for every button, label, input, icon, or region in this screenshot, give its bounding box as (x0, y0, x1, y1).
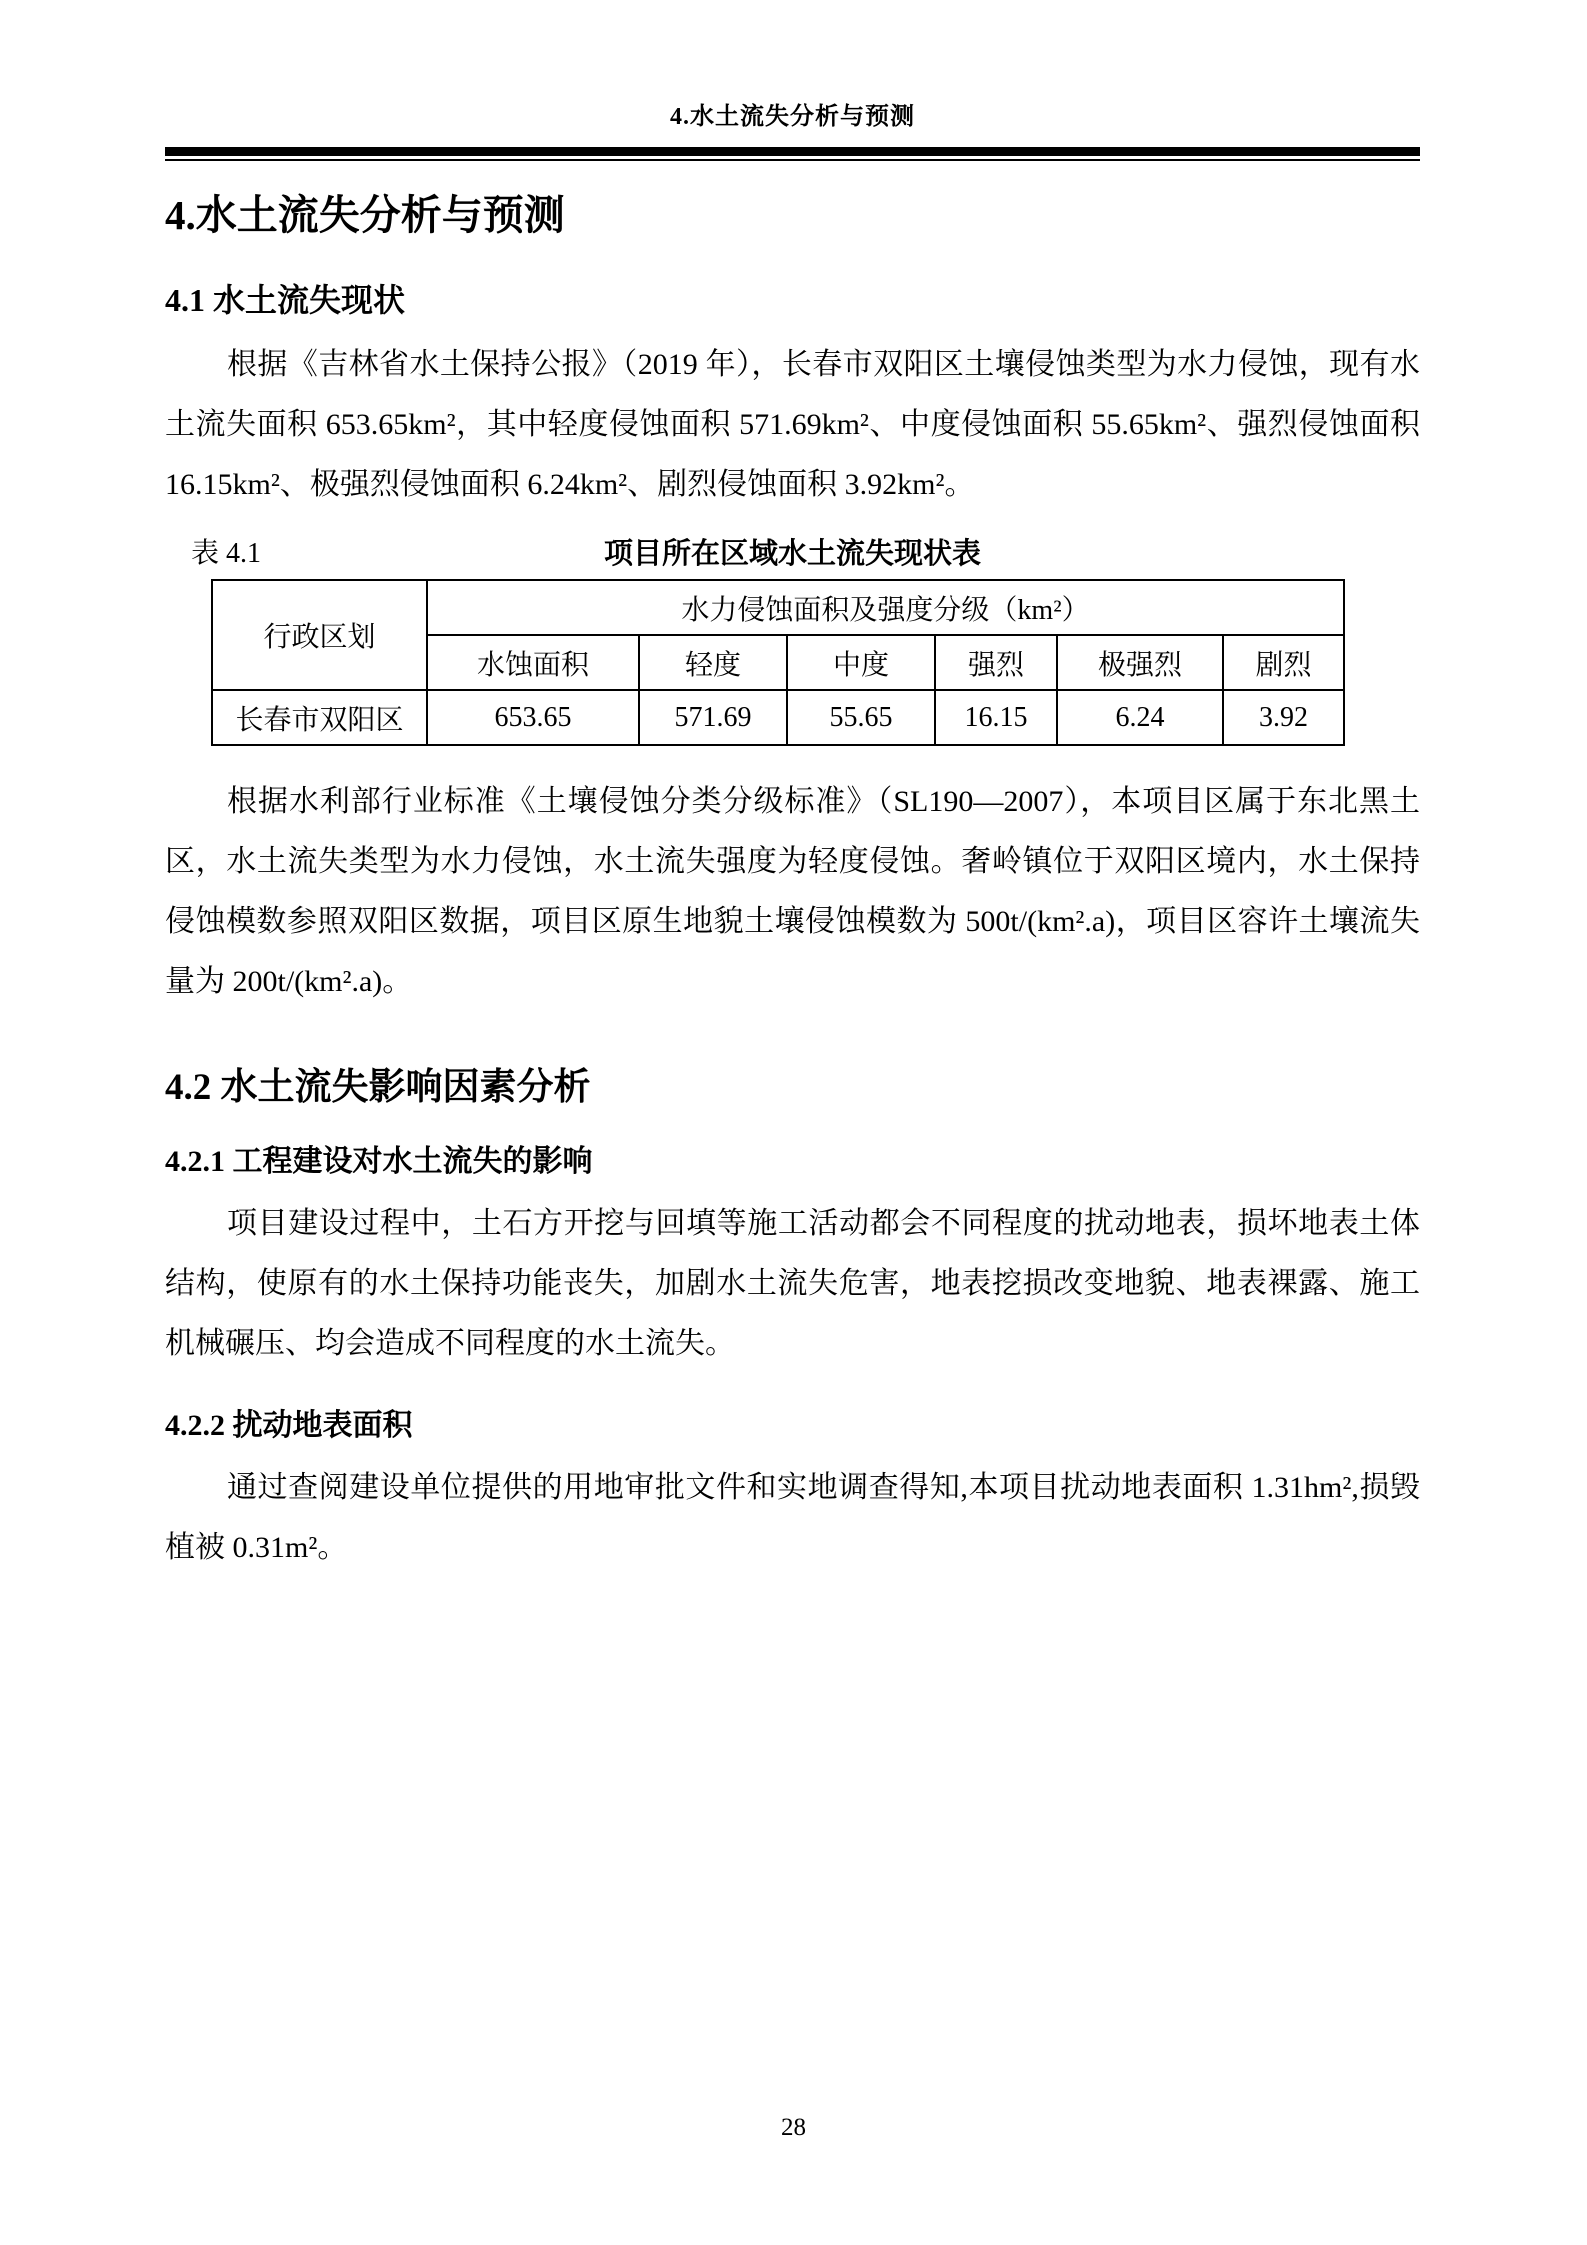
table-subheader-intense: 强烈 (935, 635, 1057, 690)
paragraph-construction-impact: 项目建设过程中，土石方开挖与回填等施工活动都会不同程度的扰动地表，损坏地表土体结构，使原有的水土保持功能丧失，加剧水土流失危害，地表挖损改变地貌、地表裸露、施工机械碾压、均会造成不同程度的水土流失。 (165, 1207, 1420, 1361)
table-row (212, 690, 1344, 745)
section-4-2-title: 4.2 水土流失影响因素分析 (165, 1067, 591, 1109)
erosion-status-table (211, 579, 1345, 746)
table-caption-title: 项目所在区域水土流失现状表 (603, 538, 981, 571)
table-cell-very-intense: 6.24 (1057, 690, 1223, 745)
table-subheader-very-intense: 极强烈 (1057, 635, 1223, 690)
chapter-title: 4.水土流失分析与预测 (165, 192, 565, 238)
section-4-2-1-title: 4.2.1 工程建设对水土流失的影响 (165, 1145, 593, 1179)
table-cell-severe: 3.92 (1223, 690, 1344, 745)
running-header: 4.水土流失分析与预测 (670, 104, 915, 130)
table-cell-total: 653.65 (427, 690, 639, 745)
section-4-2-2-title: 4.2.2 扰动地表面积 (165, 1409, 413, 1443)
table-header-row-1 (212, 580, 1344, 635)
paragraph-disturbed-area: 通过查阅建设单位提供的用地审批文件和实地调查得知,本项目扰动地表面积 1.31hm²,损毁植被 0.31m²。 (165, 1471, 1420, 1565)
page-number: 28 (781, 2114, 806, 2141)
table-header-region: 行政区划 (212, 580, 427, 690)
table-caption (165, 533, 1420, 575)
section-4-1-title: 4.1 水土流失现状 (165, 282, 406, 319)
table-subheader-severe: 剧烈 (1223, 635, 1344, 690)
table-header-group: 水力侵蚀面积及强度分级（km²） (427, 580, 1344, 635)
table-cell-moderate: 55.65 (787, 690, 935, 745)
paragraph-erosion-standard: 根据水利部行业标准《土壤侵蚀分类分级标准》（SL190—2007），本项目区属于东北黑土区，水土流失类型为水力侵蚀，水土流失强度为轻度侵蚀。奢岭镇位于双阳区境内，水土保持侵蚀模数参照双阳区数据，项目区原生地貌土壤侵蚀模数为 500t/(km².a)，项目区容许土壤流失量为 200t/(km².a)。 (165, 785, 1420, 999)
paragraph-erosion-status: 根据《吉林省水土保持公报》（2019 年），长春市双阳区土壤侵蚀类型为水力侵蚀，现有水土流失面积 653.65km²，其中轻度侵蚀面积 571.69km²、中度侵蚀面积 55.65km²、强烈侵蚀面积 16.15km²、极强烈侵蚀面积 6.24km²、剧烈侵蚀面积 3.92km²。 (165, 348, 1420, 502)
table-cell-region: 长春市双阳区 (212, 690, 427, 745)
page-content (165, 168, 1420, 1578)
table-cell-light: 571.69 (639, 690, 787, 745)
table-cell-intense: 16.15 (935, 690, 1057, 745)
table-caption-label: 表 4.1 (191, 538, 262, 570)
table-subheader-moderate: 中度 (787, 635, 935, 690)
table-subheader-water-erosion-area: 水蚀面积 (427, 635, 639, 690)
header-rule-divider (165, 147, 1420, 161)
table-subheader-light: 轻度 (639, 635, 787, 690)
